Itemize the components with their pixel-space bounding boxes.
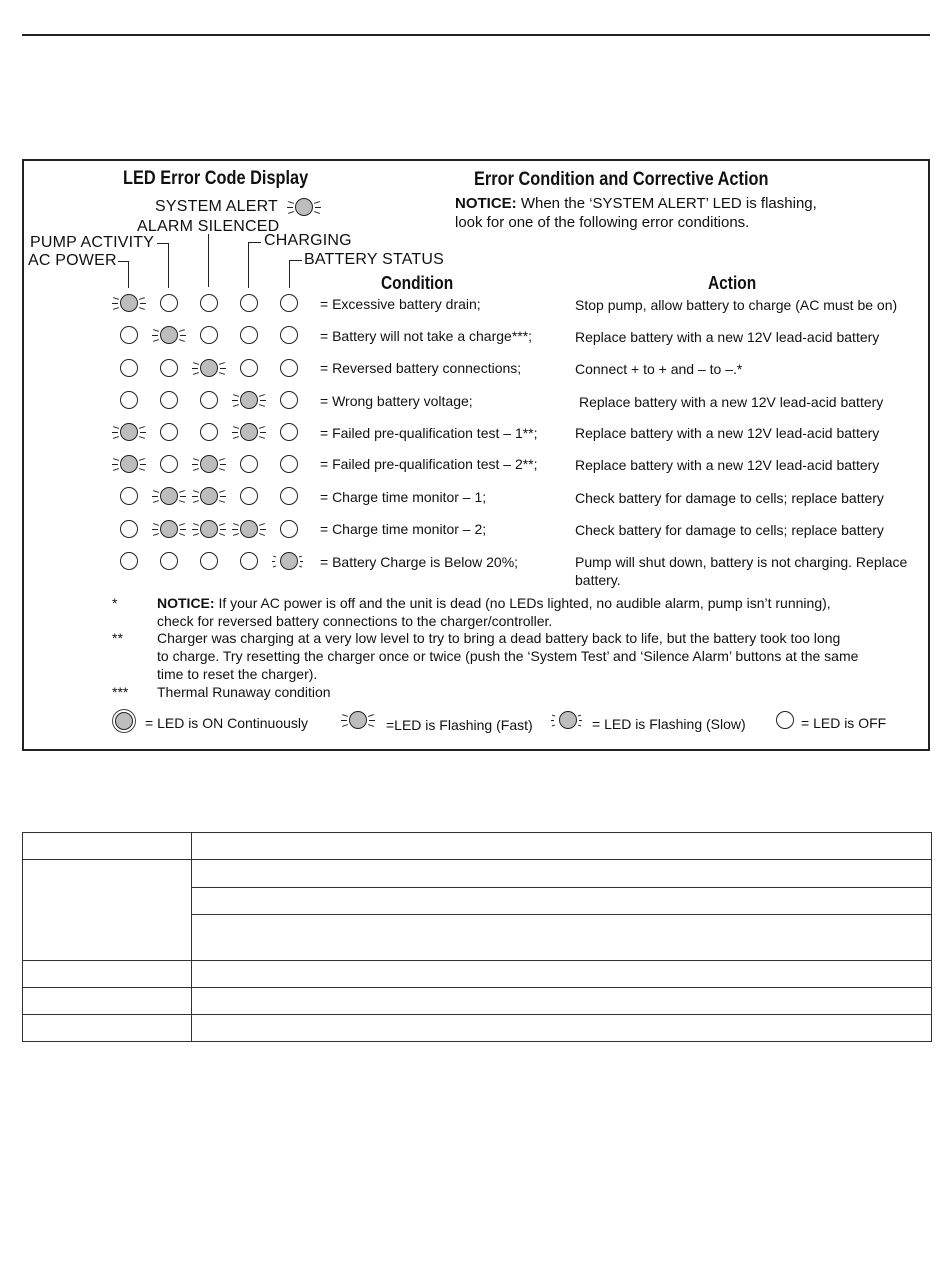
led-off-icon [160, 359, 178, 377]
led-off-icon [200, 423, 218, 441]
led-off-icon [280, 391, 298, 409]
led-ray-icon [341, 720, 347, 721]
table-cell [23, 1015, 192, 1042]
led-ray-icon [140, 432, 146, 433]
led-ray-icon [232, 529, 238, 530]
led-ray-icon [192, 368, 198, 369]
led-ray-icon [300, 561, 303, 562]
footnote-3-line-1: Thermal Runaway condition [157, 684, 331, 700]
action-text: Replace battery with a new 12V lead-acid battery [575, 329, 880, 345]
led-off-icon [280, 326, 298, 344]
display-heading: LED Error Code Display [123, 168, 309, 189]
led-fast-icon [295, 198, 313, 216]
led-fast-icon [160, 326, 178, 344]
led-off-icon [120, 552, 138, 570]
footnote-2-mark: ** [112, 630, 123, 646]
condition-text: = Charge time monitor – 1; [320, 489, 487, 505]
led-off-icon [160, 294, 178, 312]
led-ray-icon [180, 496, 186, 497]
legend-on-text: = LED is ON Continuously [145, 715, 309, 731]
table-cell [192, 1015, 932, 1042]
action-text: Pump will shut down, battery is not charging. Replace [575, 554, 908, 570]
top-rule [22, 34, 930, 36]
condition-text: = Battery Charge is Below 20%; [320, 554, 519, 570]
footnote-1-mark: * [112, 595, 118, 611]
led-off-icon [160, 423, 178, 441]
led-ray-icon [220, 496, 226, 497]
table-cell [23, 860, 192, 961]
led-slow-icon [280, 552, 298, 570]
leader-alarm-silenced [208, 234, 209, 287]
table-cell [192, 988, 932, 1015]
led-slow-icon [559, 711, 577, 729]
led-off-icon [280, 487, 298, 505]
led-off-icon [120, 487, 138, 505]
condition-text: = Failed pre-qualification test – 2**; [320, 456, 538, 472]
led-fast-icon [120, 423, 138, 441]
led-off-icon [776, 711, 794, 729]
led-ray-icon [260, 400, 266, 401]
legend-off-text: = LED is OFF [801, 715, 887, 731]
legend-fast-text: =LED is Flashing (Fast) [386, 717, 533, 733]
leader-ac-power [118, 261, 129, 288]
led-ray-icon [140, 303, 146, 304]
led-ray-icon [220, 464, 226, 465]
table-cell [192, 888, 932, 915]
label-pump-activity: PUMP ACTIVITY [30, 234, 155, 251]
condition-text: = Wrong battery voltage; [320, 393, 473, 409]
led-off-icon [120, 326, 138, 344]
led-off-icon [160, 455, 178, 473]
footnote-2-line-1: Charger was charging at a very low level to try to bring a dead battery back to life, but the battery took too long [157, 630, 841, 646]
led-off-icon [240, 294, 258, 312]
led-off-icon [240, 552, 258, 570]
led-fast-icon [240, 423, 258, 441]
condition-text: = Reversed battery connections; [320, 360, 522, 376]
led-ray-icon [272, 561, 275, 562]
table-cell [23, 988, 192, 1015]
led-off-icon [240, 487, 258, 505]
table-row [23, 961, 932, 988]
led-off-icon [160, 552, 178, 570]
led-ray-icon [112, 303, 118, 304]
led-ray-icon [180, 335, 186, 336]
led-off-icon [280, 520, 298, 538]
label-battery-status: BATTERY STATUS [304, 251, 445, 268]
led-off-icon [200, 326, 218, 344]
led-ray-icon [192, 464, 198, 465]
footnote-2-line-2: to charge. Try resetting the charger once or twice (push the ‘System Test’ and ‘Silence Alarm’ buttons at the same [157, 648, 859, 664]
led-fast-icon [240, 391, 258, 409]
led-off-icon [120, 359, 138, 377]
led-fast-icon [240, 520, 258, 538]
led-ray-icon [260, 432, 266, 433]
condition-text: = Failed pre-qualification test – 1**; [320, 425, 538, 441]
action-text: Check battery for damage to cells; replace battery [575, 522, 884, 538]
led-ray-icon [287, 207, 293, 208]
action-heading: Error Condition and Corrective Action [474, 169, 769, 190]
led-ray-icon [180, 529, 186, 530]
table-row [23, 988, 932, 1015]
footnote-2-line-3: time to reset the charger). [157, 666, 318, 682]
led-fast-icon [200, 520, 218, 538]
footnote-1-line-1: NOTICE: If your AC power is off and the unit is dead (no LEDs lighted, no audible alarm, pump isn’t running), [157, 595, 831, 611]
footnote-3-mark: *** [112, 684, 129, 700]
table-row [23, 833, 932, 860]
action-text: Stop pump, allow battery to charge (AC must be on) [575, 297, 898, 313]
label-charging: CHARGING [264, 232, 352, 249]
notice-line-2: look for one of the following error conditions. [455, 214, 750, 231]
condition-text: = Excessive battery drain; [320, 296, 481, 312]
led-fast-icon [120, 455, 138, 473]
led-off-icon [280, 455, 298, 473]
label-ac-power: AC POWER [28, 252, 117, 269]
action-text: Replace battery with a new 12V lead-acid battery [575, 425, 880, 441]
led-off-icon [200, 294, 218, 312]
table-cell [192, 860, 932, 888]
action-text: Connect + to + and – to –.* [575, 361, 743, 377]
table-cell [23, 833, 192, 860]
led-ray-icon [152, 335, 158, 336]
table-cell [192, 961, 932, 988]
led-ray-icon [140, 464, 146, 465]
leader-charging [248, 242, 261, 288]
led-ray-icon [152, 529, 158, 530]
led-off-icon [240, 359, 258, 377]
led-ray-icon [112, 432, 118, 433]
led-ray-icon [232, 432, 238, 433]
led-fast-icon [349, 711, 367, 729]
led-ray-icon [220, 368, 226, 369]
led-off-icon [240, 326, 258, 344]
empty-table [22, 832, 932, 1042]
column-condition: Condition [381, 273, 454, 293]
led-ray-icon [192, 529, 198, 530]
table-cell [192, 915, 932, 961]
led-off-icon [120, 520, 138, 538]
action-text-cont: battery. [575, 572, 621, 588]
condition-text: = Battery will not take a charge***; [320, 328, 533, 344]
led-off-icon [280, 359, 298, 377]
notice-line-1: NOTICE: When the ‘SYSTEM ALERT’ LED is flashing, [455, 195, 817, 212]
action-text: Replace battery with a new 12V lead-acid battery [575, 457, 880, 473]
leader-pump-activity [157, 243, 169, 288]
led-ray-icon [260, 529, 266, 530]
led-fast-icon [160, 520, 178, 538]
leader-battery-status [289, 260, 302, 288]
led-off-icon [160, 391, 178, 409]
table-row [23, 860, 932, 888]
led-off-icon [200, 552, 218, 570]
led-off-icon [280, 423, 298, 441]
led-ray-icon [551, 720, 554, 721]
condition-text: = Charge time monitor – 2; [320, 521, 487, 537]
label-alarm-silenced: ALARM SILENCED [137, 218, 280, 235]
table-cell [192, 833, 932, 860]
led-on-icon [115, 712, 133, 730]
table-cell [23, 961, 192, 988]
led-ray-icon [220, 529, 226, 530]
led-ray-icon [315, 207, 321, 208]
led-off-icon [120, 391, 138, 409]
led-fast-icon [200, 487, 218, 505]
table-row [23, 1015, 932, 1042]
led-fast-icon [160, 487, 178, 505]
footnote-1-line-2: check for reversed battery connections to the charger/controller. [157, 613, 553, 629]
led-ray-icon [112, 464, 118, 465]
action-text: Replace battery with a new 12V lead-acid battery [579, 394, 884, 410]
led-fast-icon [120, 294, 138, 312]
led-fast-icon [200, 359, 218, 377]
led-ray-icon [579, 720, 582, 721]
led-fast-icon [200, 455, 218, 473]
led-off-icon [200, 391, 218, 409]
led-off-icon [280, 294, 298, 312]
legend-slow-text: = LED is Flashing (Slow) [592, 716, 746, 732]
column-action: Action [708, 273, 757, 293]
led-off-icon [240, 455, 258, 473]
led-ray-icon [232, 400, 238, 401]
led-ray-icon [369, 720, 375, 721]
label-system-alert: SYSTEM ALERT [155, 198, 279, 215]
action-text: Check battery for damage to cells; replace battery [575, 490, 884, 506]
led-ray-icon [152, 496, 158, 497]
led-ray-icon [192, 496, 198, 497]
